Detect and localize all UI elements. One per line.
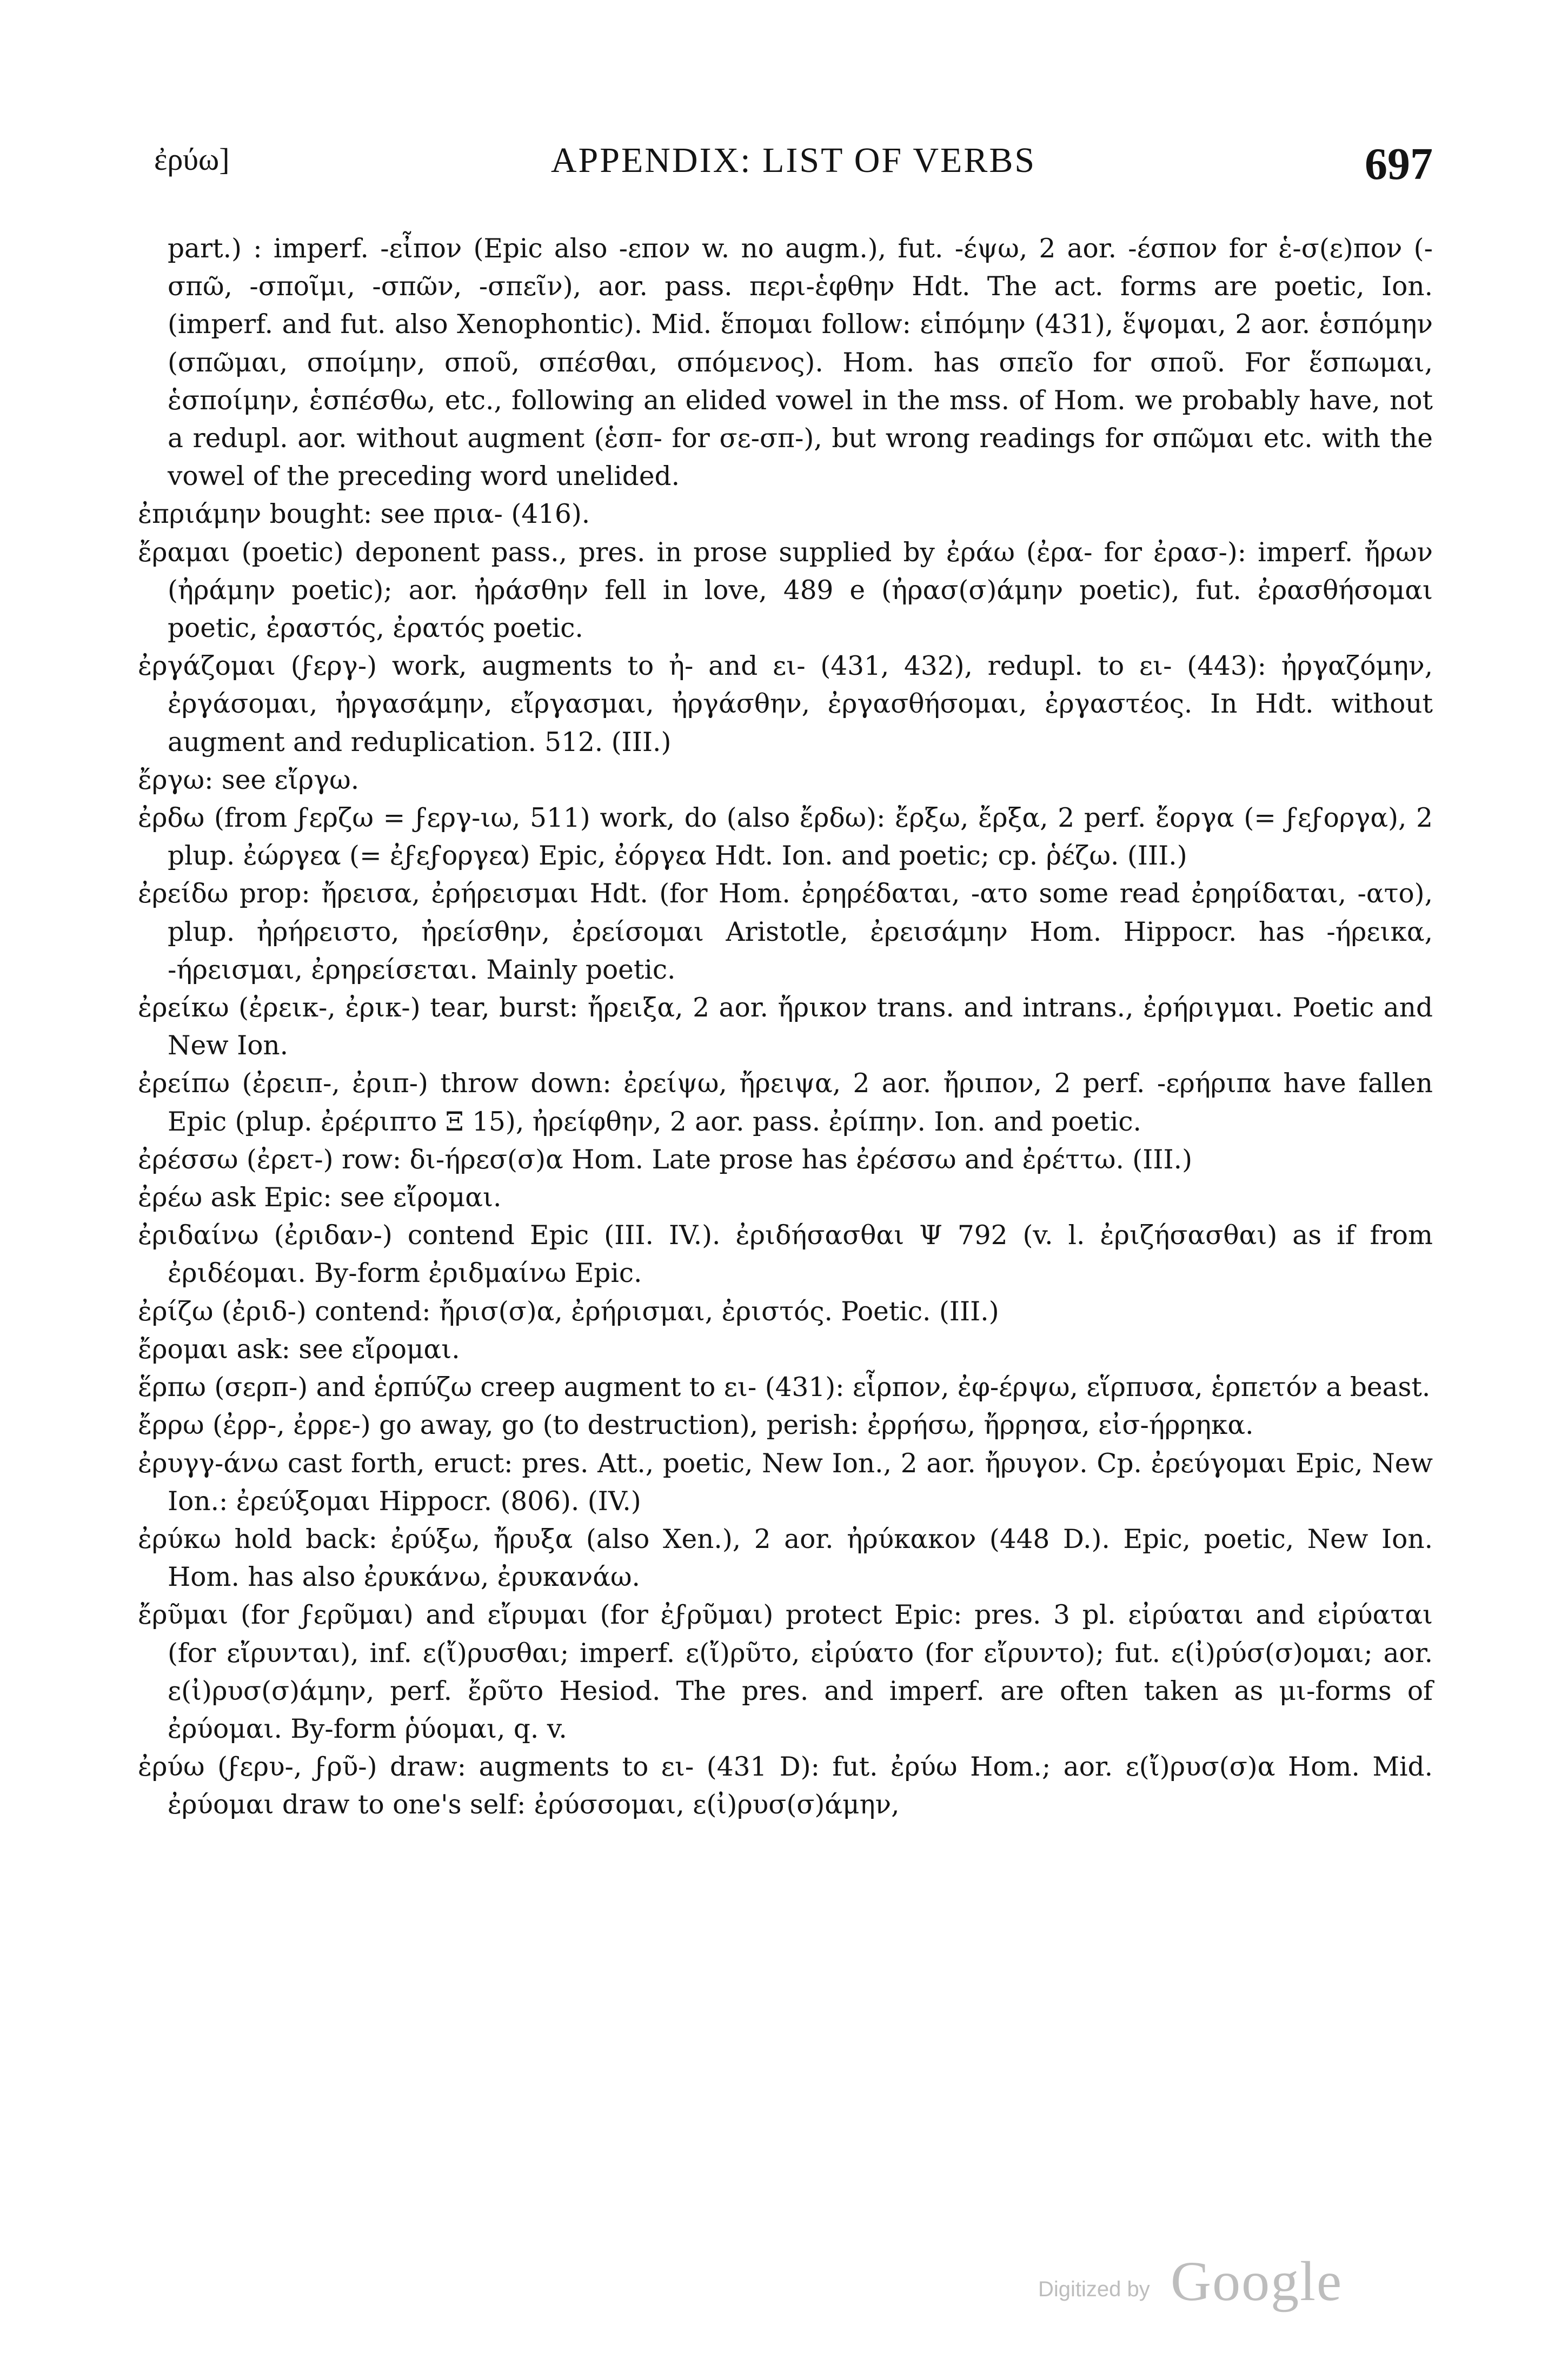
entry-ereo: ἐρέω ask Epic: see εἴρομαι. [138, 1182, 502, 1213]
entry-eryko: ἐρύκω hold back: ἐρύξω, ἤρυξα (also Xen.), 2 aor. ἠρύκακον (448 D.). Epic, poetic, New Ion. Hom. has also ἐρυκάνω, ἐρυκανάω. [138, 1524, 1433, 1593]
entry-erizo: ἐρίζω (ἐριδ-) contend: ἤρισ(σ)α, ἐρήρισμαι, ἐριστός. Poetic. (III.) [138, 1296, 999, 1327]
entry-ereipo: ἐρείπω (ἐρειπ-, ἐριπ-) throw down: ἐρείψω, ἤρειψα, 2 aor. ἤριπον, 2 perf. -ερήριπα have fallen Epic (plup. ἐρέριπτο Ξ 15), ἠρείφθην, 2 aor. pass. ἐρίπην. Ion. and poetic. [138, 1068, 1433, 1137]
entry-ergazomai: ἐργάζομαι (ϝεργ-) work, augments to ἠ- and ει- (431, 432), redupl. to ει- (443): ἠργαζόμην, ἐργάσομαι, ἠργασάμην, εἴργασμαι, ἠργάσθην, ἐργασθήσομαι, ἐργαστέος. In Hdt. without augment and reduplication. 512. (III.) [138, 651, 1433, 757]
watermark-logo-text: Google [1171, 2250, 1343, 2312]
entry-ereido: ἐρείδω prop: ἤρεισα, ἐρήρεισμαι Hdt. (for Hom. ἐρηρέδαται, -ατο some read ἐρηρίδαται, -ατο), plup. ἠρήρειστο, ἠρείσθην, ἐρείσομαι Aristotle, ἐρεισάμην Hom. Hippocr. has -ήρεικα, -ήρεισμαι, ἐρηρείσεται. Mainly poetic. [138, 879, 1433, 985]
page-number: 697 [1365, 139, 1433, 189]
entry-eryggano: ἐρυγγ-άνω cast forth, eruct: pres. Att., poetic, New Ion., 2 aor. ἤρυγον. Cp. ἐρεύγομαι Epic, New Ion.: ἐρεύξομαι Hippocr. (806). (IV.) [138, 1448, 1433, 1517]
entry-eresso: ἐρέσσω (ἐρετ-) row: δι-ήρεσ(σ)α Hom. Late prose has ἐρέσσω and ἐρέττω. (III.) [138, 1144, 1193, 1175]
entry-erymai: ἔρῦμαι (for ϝερῦμαι) and εἴρυμαι (for ἐϝρῦμαι) protect Epic: pres. 3 pl. εἰρύαται and εἰρύαται (for εἴρυνται), inf. ε(ἴ)ρυσθαι; imperf. ε(ἴ)ρῦτο, εἰρύατο (for εἴρυντο); fut. ε(ἰ)ρύσ(σ)ομαι; aor. ε(ἰ)ρυσ(σ)άμην, perf. ἔρῦτο Hesiod. The pres. and imperf. are often taken as μι-forms of ἐρύομαι. By-form ῥύομαι, q. v. [138, 1600, 1433, 1744]
page-title: APPENDIX: LIST OF VERBS [550, 141, 1037, 180]
entry-eryo: ἐρύω (ϝερυ-, ϝρῦ-) draw: augments to ει- (431 D): fut. ἐρύω Hom.; aor. ε(ἴ)ρυσ(σ)α Hom. Mid. ἐρύομαι draw to one's self: ἐρύσσομαι, ε(ἰ)ρυσ(σ)άμην, [138, 1752, 1433, 1820]
entry-herpo: ἕρπω (σερπ-) and ἑρπύζω creep augment to ει- (431): εἷρπον, ἐφ-έρψω, εἵρπυσα, ἑρπετόν a beast. [138, 1372, 1431, 1403]
entry-epriamen: ἐπριάμην bought: see πρια- (416). [138, 499, 590, 530]
entry-eridaino: ἐριδαίνω (ἐριδαν-) contend Epic (III. IV.). ἐριδήσασθαι Ψ 792 (v. l. ἐριζήσασθαι) as if from ἐριδέομαι. By-form ἐριδμαίνω Epic. [138, 1220, 1433, 1289]
page-header [154, 138, 1433, 192]
digitized-watermark [1038, 2249, 1417, 2314]
entry-eromai: ἔρομαι ask: see εἴρομαι. [138, 1334, 460, 1365]
entry-erdo: ἐρδω (from ϝερζω = ϝεργ-ιω, 511) work, do (also ἔρδω): ἔρξω, ἔρξα, 2 perf. ἔοργα (= ϝεϝοργα), 2 plup. ἐώργεα (= ἐϝεϝοργεα) Epic, ἐόργεα Hdt. Ion. and poetic; cp. ῥέζω. (III.) [138, 803, 1433, 872]
entry-eramai: ἔραμαι (poetic) deponent pass., pres. in prose supplied by ἐράω (ἐρα- for ἐρασ-): imperf. ἤρων (ἠράμην poetic); aor. ἠράσθην fell in love, 489 e (ἠρασ(σ)άμην poetic), fut. ἐρασθήσομαι poetic, ἐραστός, ἐρατός poetic. [138, 537, 1433, 644]
entry-ergo: ἔργω: see εἴργω. [138, 765, 360, 795]
entry-erro: ἔρρω (ἐρρ-, ἐρρε-) go away, go (to destruction), perish: ἐρρήσω, ἤρρησα, εἰσ-ήρρηκα. [138, 1410, 1254, 1441]
entry-continued: part.) : imperf. -εἶπον (Epic also -επον w. no augm.), fut. -έψω, 2 aor. -έσπον for ἑ-σ(ε)πον (-σπῶ, -σποῖμι, -σπῶν, -σπεῖν), aor. pass. περι-ἑφθην Hdt. The act. forms are poetic, Ion. (imperf. and fut. also Xenophontic). Mid. ἕπομαι follow: εἱπόμην (431), ἕψομαι, 2 aor. ἑσπόμην (σπῶμαι, σποίμην, σποῦ, σπέσθαι, σπόμενος). Hom. has σπεῖο for σποῦ. For ἕσπωμαι, ἑσποίμην, ἑσπέσθω, etc., following an elided vowel in the mss. of Hom. we probably have, not a redupl. aor. without augment (ἑσπ- for σε-σπ-), but wrong readings for σπῶμαι etc. with the vowel of the preceding word unelided. [168, 234, 1433, 492]
watermark-small-text: Digitized by [1038, 2277, 1150, 2301]
entry-ereiko: ἐρείκω (ἐρεικ-, ἐρικ-) tear, burst: ἤρειξα, 2 aor. ἤρικον trans. and intrans., ἐρήριγμαι. Poetic and New Ion. [138, 993, 1433, 1061]
running-head-word: ἐρύω] [154, 142, 230, 177]
verb-list [138, 230, 1433, 1824]
